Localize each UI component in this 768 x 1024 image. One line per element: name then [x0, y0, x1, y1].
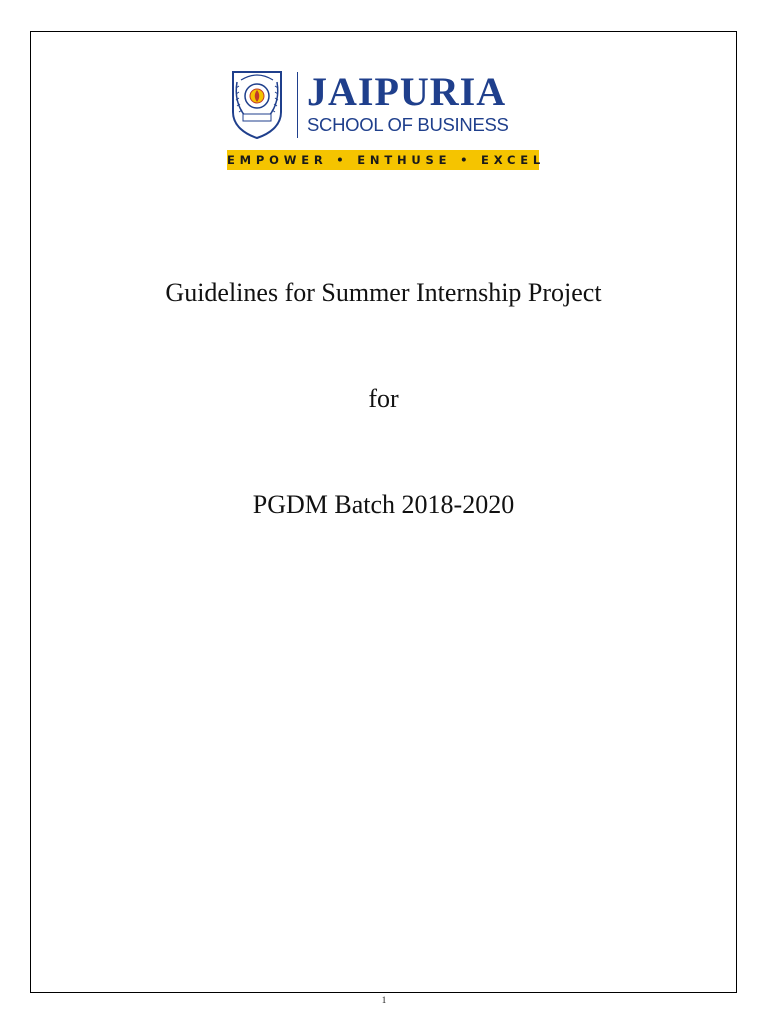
- page-number: 1: [381, 995, 387, 1005]
- for-text: for: [368, 384, 399, 413]
- logo-subbrand: SCHOOL OF BUSINESS: [307, 114, 509, 135]
- logo-tagline: EMPOWER • ENTHUSE • EXCEL: [227, 150, 539, 170]
- document-title: Guidelines for Summer Internship Project: [165, 278, 602, 307]
- college-seal-icon: [227, 68, 287, 140]
- logo-divider: [297, 72, 298, 138]
- batch-text: PGDM Batch 2018-2020: [252, 490, 515, 519]
- logo-wordmark: JAIPURIA: [307, 69, 507, 114]
- jaipuria-logo: [227, 68, 545, 170]
